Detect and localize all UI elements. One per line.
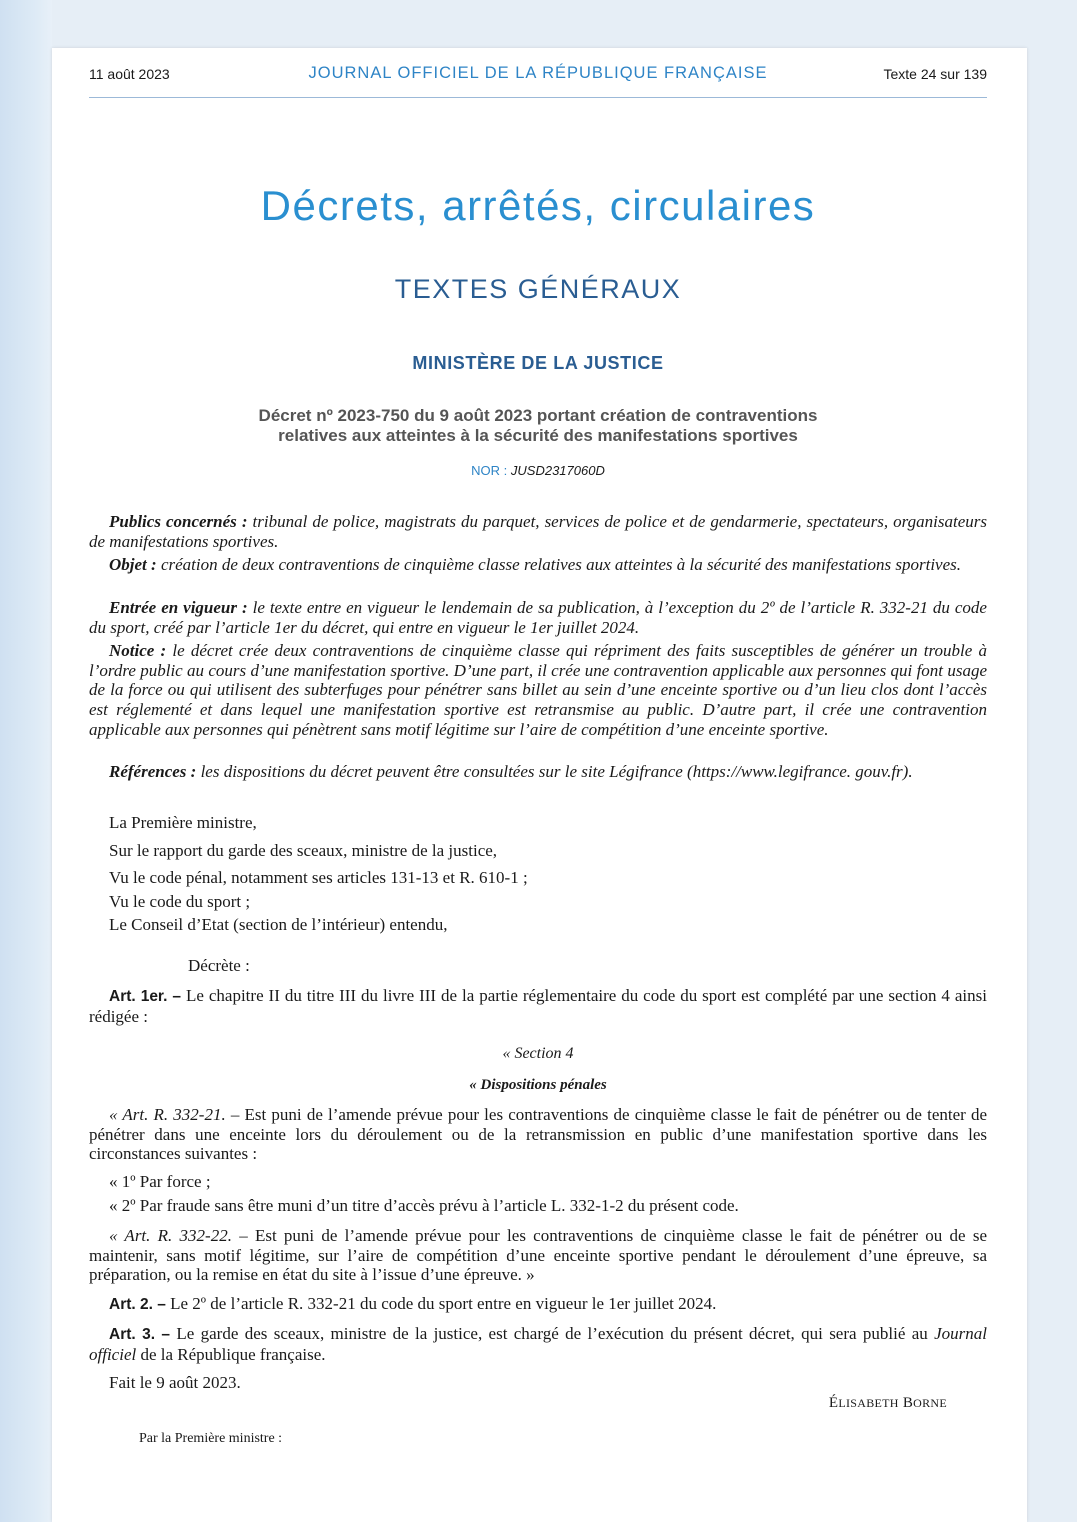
article-1: [89, 986, 987, 1026]
notice-entree: [89, 598, 987, 637]
article-1-text: Le chapitre II du titre III du livre III de la partie réglementaire du code du sport est complété par une section 4 ainsi rédigée :: [89, 986, 987, 1026]
references-label: Références :: [109, 762, 197, 781]
article-1-label: Art. 1er. –: [109, 988, 182, 1005]
signature: [829, 1395, 947, 1412]
decrete-label: Décrète :: [188, 956, 250, 975]
article-3-text-after: de la République française.: [136, 1344, 326, 1364]
list-item: « 2º Par fraude sans être muni d’un titre d’accès prévu à l’article L. 332-1-2 du présent code.: [109, 1196, 739, 1215]
page-header: [89, 64, 987, 86]
article-3-text-before: Le garde des sceaux, ministre de la justice, est chargé de l’exécution du présent décret, qui sera publié au: [170, 1324, 935, 1343]
article-r332-21: [89, 1105, 987, 1164]
notice-text: le décret crée deux contraventions de cinquième classe qui répriment des faits susceptibles de générer un trouble à l’ordre public au cours d’une manifestation sportive. D’une part, il crée une contravention applicable aux personnes qui font usage de la force ou qui utilisent des subterfuges pour pénétrer sans billet au sein d’une enceinte sportive ou d’un lieu clos dont l’accès est réglementé et dans lequel une manifestation sportive est retransmise au public. D’autre part, il crée une contravention applicable aux personnes qui pénètrent sans motif légitime sur l’aire de compétition d’une enceinte sportive.: [89, 641, 987, 739]
signature-first-initial: É: [828, 1395, 839, 1411]
article-r332-22-text: – Est puni de l’amende prévue pour les contraventions de cinquième classe le fait de pénétrer ou de se maintenir, sans motif légitime, sur l’aire de compétition d’une enceinte sportive pendant le déroulement d’une épreuve, sa préparation, ou la remise en état du site à l’issue d’une épreuve. »: [89, 1226, 987, 1285]
entree-text: le texte entre en vigueur le lendemain de sa publication, à l’exception du 2º de l’article R. 332-21 du code du sport, créé par l’article 1er du décret, qui entre en vigueur le 1er juillet 2024.: [89, 598, 987, 637]
nor-reference: [89, 463, 987, 478]
ministry-heading: MINISTÈRE DE LA JUSTICE: [412, 353, 664, 373]
article-r332-21-label: « Art. R. 332-21.: [109, 1105, 226, 1124]
header-divider: [89, 97, 987, 98]
notice-references: [89, 762, 987, 782]
notice-label: Notice :: [109, 641, 167, 660]
notice-objet: [89, 555, 987, 575]
decree-title: [160, 406, 916, 445]
publics-text: tribunal de police, magistrats du parquet, services de police et de gendarmerie, spectateurs, organisateurs de manifestations sportives.: [89, 512, 987, 551]
signed-date: Fait le 9 août 2023.: [109, 1373, 241, 1392]
signature-first-rest: LISABETH: [838, 1396, 899, 1410]
publics-label: Publics concernés :: [109, 512, 248, 531]
header-journal-title: JOURNAL OFFICIEL DE LA RÉPUBLIQUE FRANÇAISE: [308, 64, 768, 82]
section-heading: « Section 4: [502, 1045, 574, 1062]
references-text: les dispositions du décret peuvent être consultées sur le site Légifrance (https://www.legifrance. gouv.fr).: [196, 762, 913, 781]
nor-label: NOR :: [471, 463, 511, 478]
page-title: Décrets, arrêtés, circulaires: [260, 182, 816, 229]
list-item: « 1º Par force ;: [109, 1172, 211, 1191]
article-r332-21-text: – Est puni de l’amende prévue pour les contraventions de cinquième classe le fait de pénétrer ou de tenter de pénétrer dans une enceinte lors du déroulement ou de la retransmission en public d’une manifestation sportive dans les circonstances suivantes :: [89, 1105, 988, 1164]
objet-label: Objet :: [109, 555, 157, 574]
article-3-label: Art. 3. –: [109, 1326, 171, 1343]
left-margin-band: [0, 0, 52, 1522]
decree-title-line-1: Décret nº 2023-750 du 9 août 2023 portant création de contraventions: [258, 406, 818, 425]
article-3: [89, 1324, 987, 1364]
notice-notice: [89, 641, 987, 740]
visa-line: Vu le code pénal, notamment ses articles 131-13 et R. 610-1 ;: [109, 868, 528, 887]
nor-value: JUSD2317060D: [510, 463, 605, 478]
article-3-journal-officiel: Journal officiel: [89, 1324, 987, 1364]
visa-line: Le Conseil d’Etat (section de l’intérieur) entendu,: [109, 915, 448, 934]
article-2: [89, 1294, 987, 1315]
visa-line: Vu le code du sport ;: [109, 892, 251, 911]
section-subheading: « Dispositions pénales: [469, 1077, 607, 1093]
header-page-number: Texte 24 sur 139: [883, 66, 987, 82]
entree-label: Entrée en vigueur :: [109, 598, 248, 617]
notice-publics: [89, 512, 987, 551]
article-2-label: Art. 2. –: [109, 1296, 166, 1313]
par-la-premiere-ministre: Par la Première ministre :: [139, 1431, 283, 1446]
article-r332-22-label: « Art. R. 332-22.: [109, 1226, 232, 1245]
visa-line: Sur le rapport du garde des sceaux, ministre de la justice,: [109, 841, 498, 860]
decree-title-line-2: relatives aux atteintes à la sécurité des manifestations sportives: [278, 425, 798, 445]
article-2-text: Le 2º de l’article R. 332-21 du code du sport entre en vigueur le 1er juillet 2024.: [165, 1294, 717, 1313]
header-date: 11 août 2023: [89, 66, 170, 82]
signature-last-initial: B: [902, 1395, 914, 1411]
signature-last-rest: ORNE: [913, 1396, 947, 1410]
section-subtitle: TEXTES GÉNÉRAUX: [394, 274, 682, 304]
article-r332-22: [89, 1226, 987, 1285]
objet-text: création de deux contraventions de cinquième classe relatives aux atteintes à la sécurité des manifestations sportives.: [156, 555, 962, 574]
visa-line: La Première ministre,: [109, 813, 257, 832]
